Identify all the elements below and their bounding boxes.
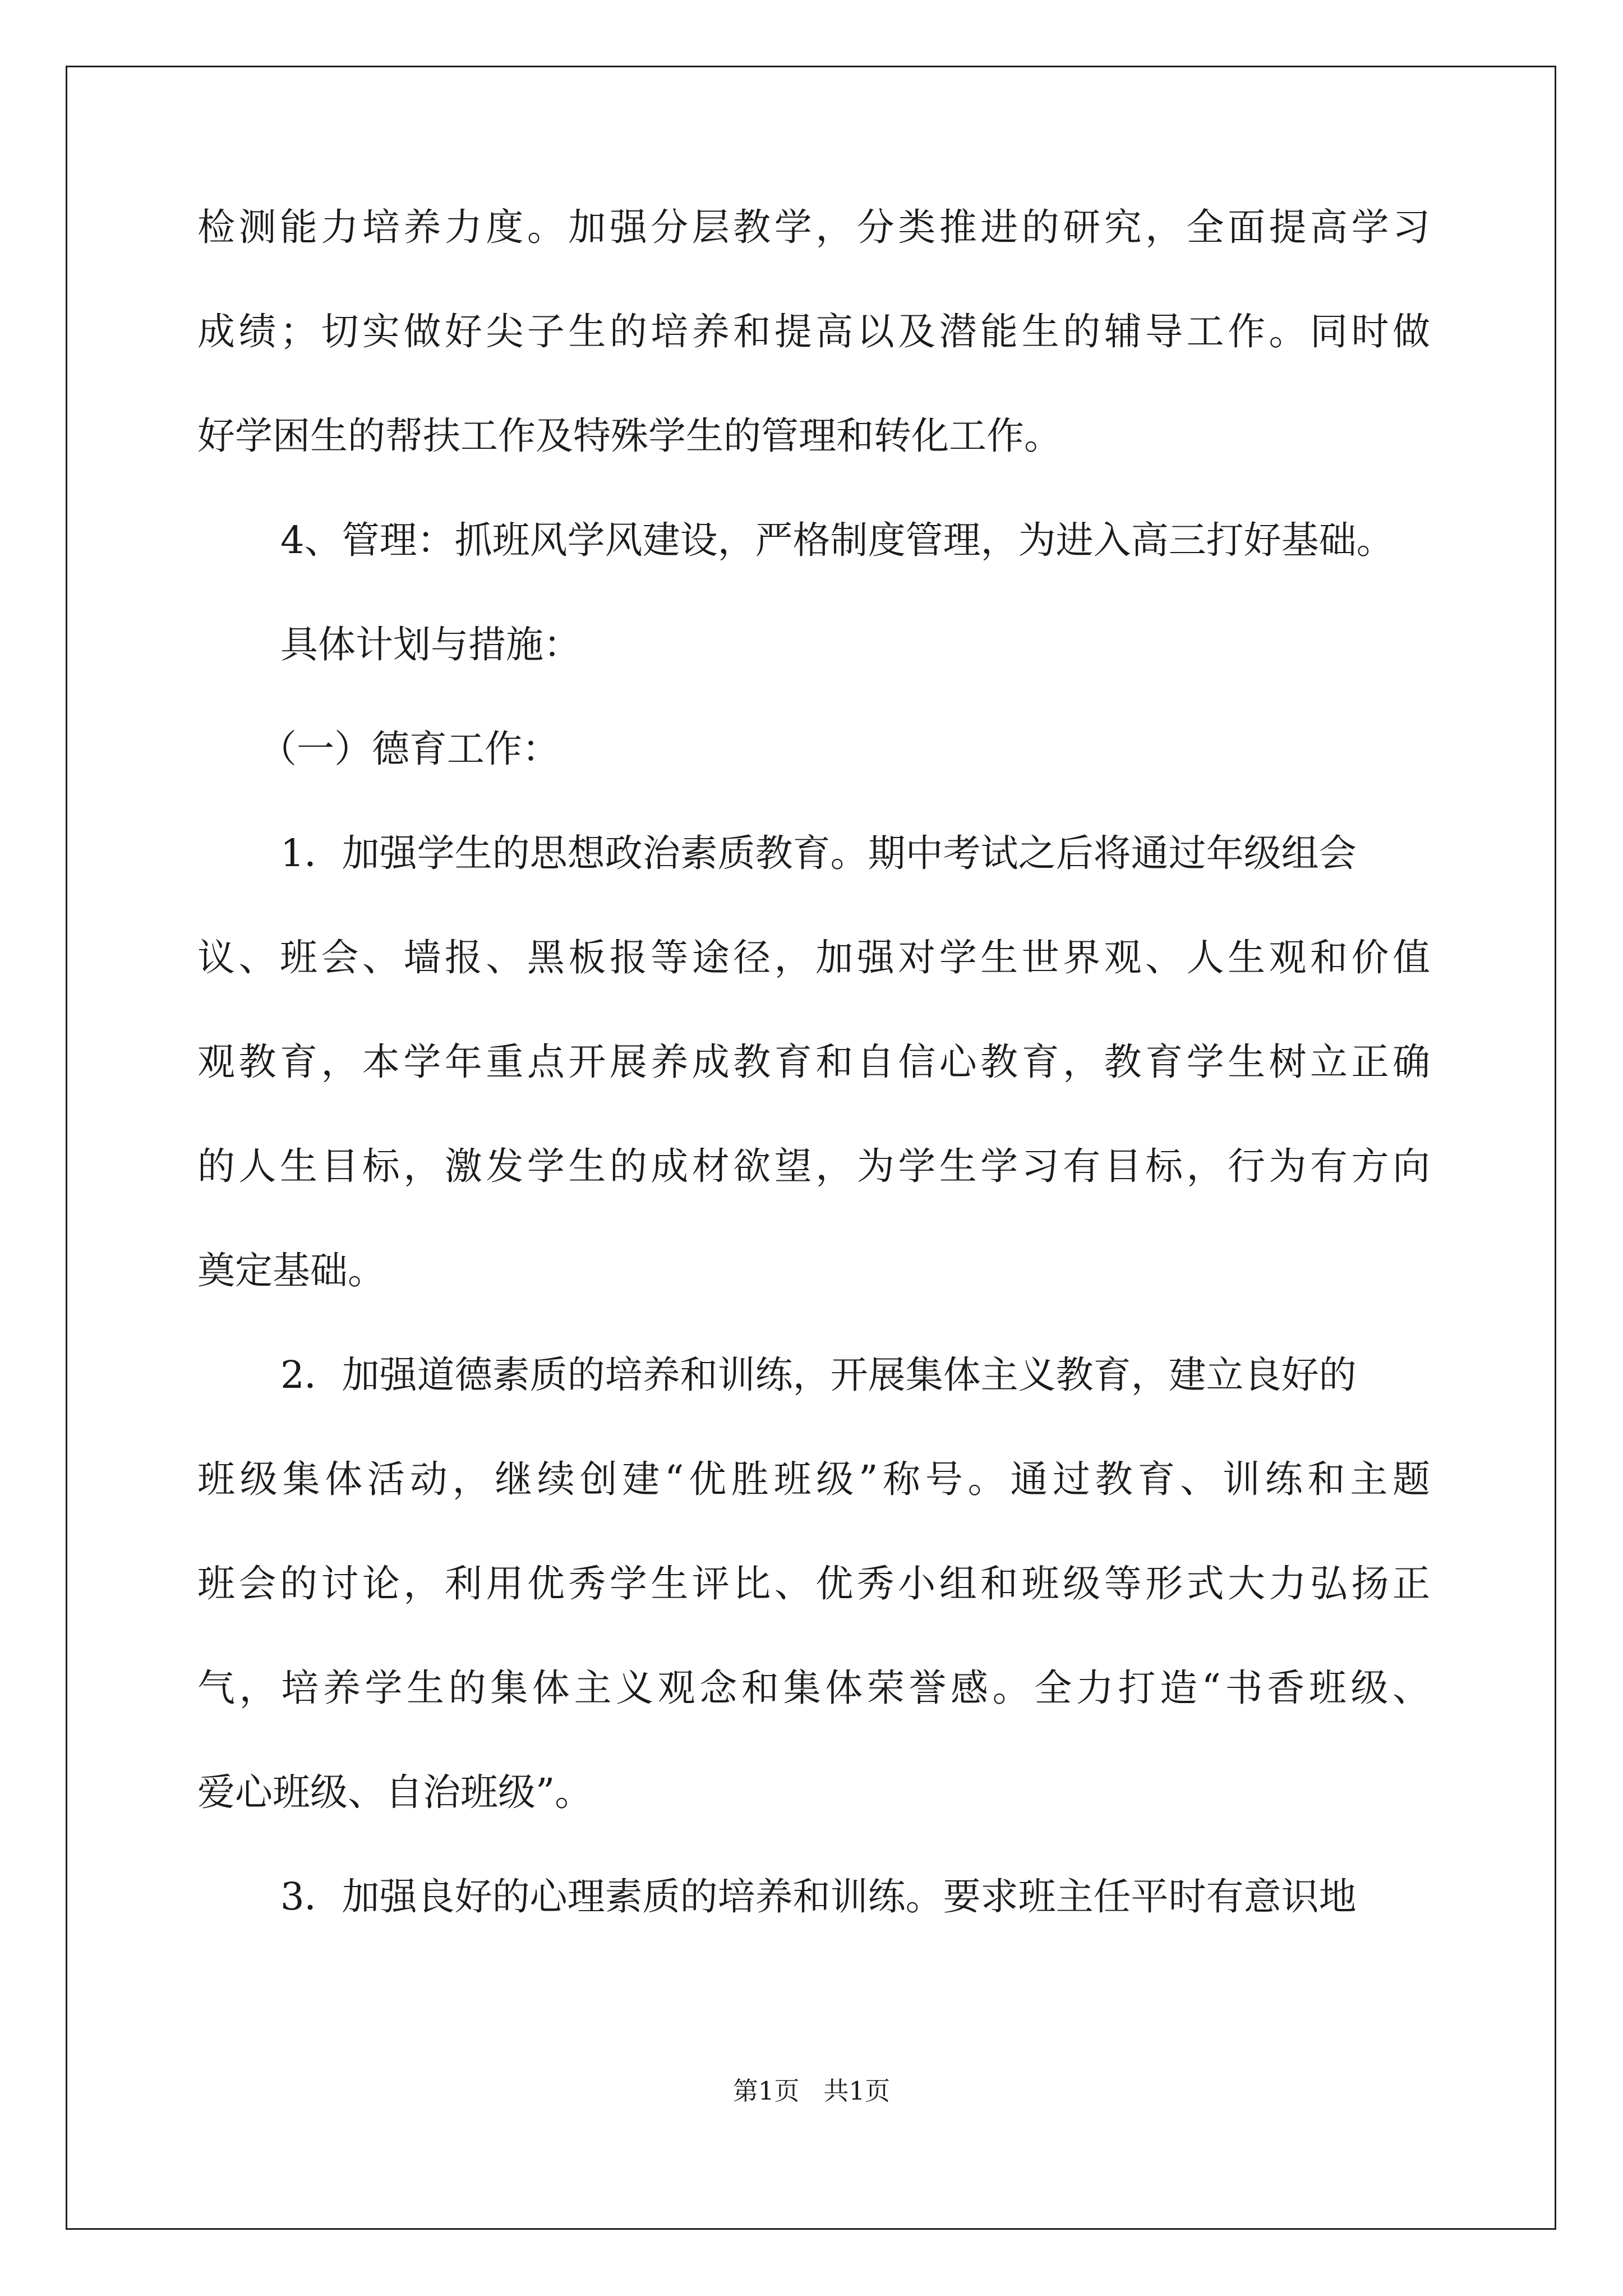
- text-line: 的人生目标，激发学生的成材欲望，为学生学习有目标，行为有方向: [197, 1144, 1430, 1188]
- text-line: 班会的讨论，利用优秀学生评比、优秀小组和班级等形式大力弘扬正: [197, 1562, 1430, 1605]
- text-line: 气，培养学生的集体主义观念和集体荣誉感。全力打造“书香班级、: [197, 1666, 1430, 1710]
- text-line: 爱心班级、自治班级”。: [197, 1770, 593, 1814]
- text-line: 班级集体活动，继续创建“优胜班级”称号。通过教育、训练和主题: [197, 1457, 1430, 1501]
- text-line: 好学困生的帮扶工作及特殊学生的管理和转化工作。: [197, 414, 1062, 458]
- text-line: 2．加强道德素质的培养和训练，开展集体主义教育，建立良好的: [280, 1353, 1357, 1397]
- page-footer: 第1页 共1页: [732, 2076, 891, 2106]
- text-line: 检测能力培养力度。加强分层教学，分类推进的研究，全面提高学习: [197, 205, 1430, 249]
- text-line: 1．加强学生的思想政治素质教育。期中考试之后将通过年级组会: [280, 831, 1357, 875]
- text-line: 3．加强良好的心理素质的培养和训练。要求班主任平时有意识地: [280, 1875, 1357, 1918]
- text-line: 议、班会、墙报、黑板报等途径，加强对学生世界观、人生观和价值: [197, 936, 1430, 979]
- text-line: 4、管理：抓班风学风建设，严格制度管理，为进入高三打好基础。: [280, 518, 1394, 562]
- text-line: 成绩；切实做好尖子生的培养和提高以及潜能生的辅导工作。同时做: [197, 310, 1430, 353]
- text-line: 奠定基础。: [197, 1249, 385, 1292]
- text-line: 观教育，本学年重点开展养成教育和自信心教育，教育学生树立正确: [197, 1040, 1430, 1084]
- text-line: 具体计划与措施：: [280, 623, 581, 666]
- section-heading: （一）德育工作：: [259, 727, 560, 771]
